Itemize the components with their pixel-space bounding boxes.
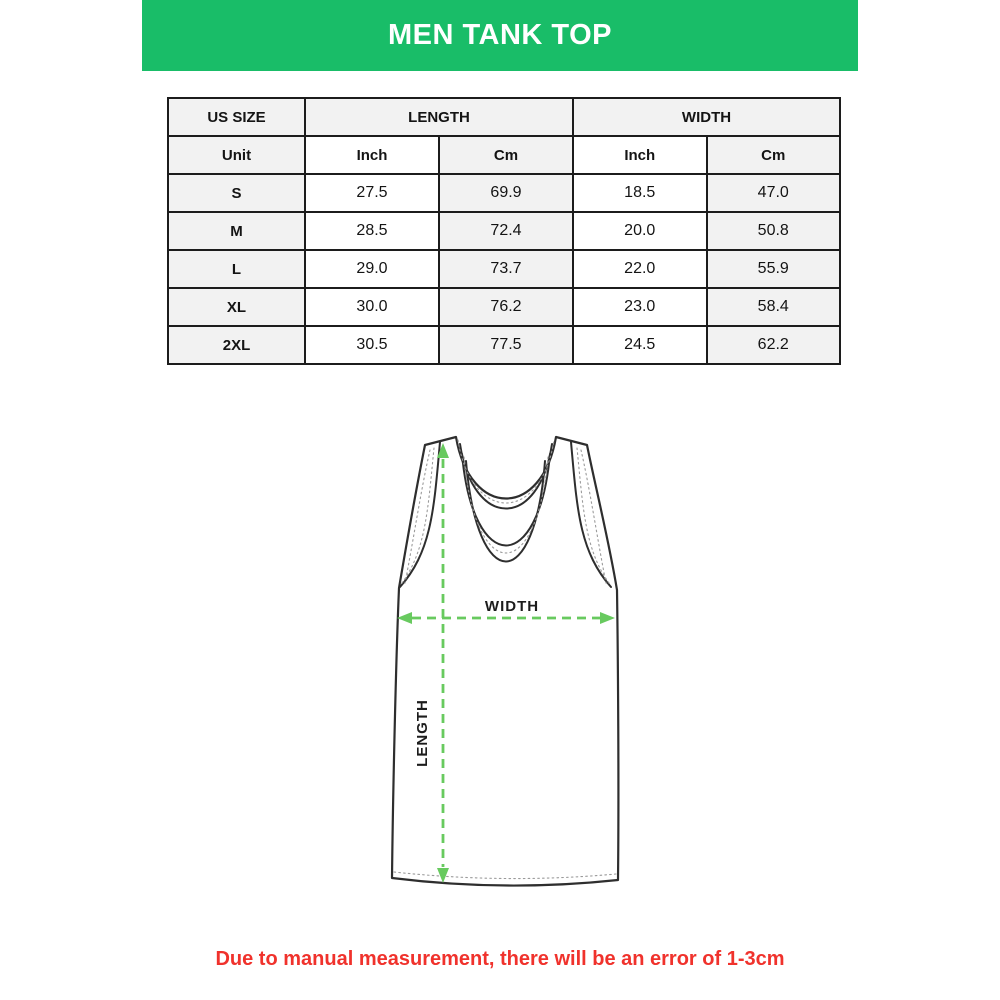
width-inch-value: 18.5 xyxy=(573,174,707,212)
width-cm-value: 58.4 xyxy=(707,288,841,326)
length-inch-value: 27.5 xyxy=(305,174,439,212)
table-row-l xyxy=(168,250,840,288)
table-row-xl xyxy=(168,288,840,326)
footer-note: Due to manual measurement, there will be an error of 1-3cm xyxy=(215,948,785,970)
width-inch-value: 22.0 xyxy=(573,250,707,288)
table-row-m xyxy=(168,212,840,250)
size-label: XL xyxy=(168,288,305,326)
width-inch-value: 23.0 xyxy=(573,288,707,326)
col-header-us-size: US SIZE xyxy=(168,98,305,136)
width-cm-value: 62.2 xyxy=(707,326,841,364)
length-cm-value: 76.2 xyxy=(439,288,573,326)
length-cm-value: 77.5 xyxy=(439,326,573,364)
width-cm-value: 47.0 xyxy=(707,174,841,212)
size-label: 2XL xyxy=(168,326,305,364)
col-header-length: LENGTH xyxy=(305,98,573,136)
width-label: WIDTH xyxy=(484,598,540,615)
length-inch-value: 29.0 xyxy=(305,250,439,288)
size-label: S xyxy=(168,174,305,212)
length-inch-value: 28.5 xyxy=(305,212,439,250)
table-row-s xyxy=(168,174,840,212)
col-header-width: WIDTH xyxy=(573,98,840,136)
table-row-2xl xyxy=(168,326,840,364)
width-inch-value: 24.5 xyxy=(573,326,707,364)
width-inch-value: 20.0 xyxy=(573,212,707,250)
title-banner xyxy=(142,0,858,71)
tank-top-diagram xyxy=(383,423,627,895)
width-cm-value: 50.8 xyxy=(707,212,841,250)
length-cm-value: 72.4 xyxy=(439,212,573,250)
page-title: MEN TANK TOP xyxy=(387,19,613,51)
length-inch-value: 30.0 xyxy=(305,288,439,326)
tank-outline xyxy=(392,437,618,886)
length-label: LENGTH xyxy=(414,699,431,767)
col-header-width-inch: Inch xyxy=(573,136,707,174)
col-header-unit: Unit xyxy=(168,136,305,174)
size-label: M xyxy=(168,212,305,250)
length-cm-value: 73.7 xyxy=(439,250,573,288)
col-header-length-inch: Inch xyxy=(305,136,439,174)
size-table xyxy=(167,97,841,365)
width-cm-value: 55.9 xyxy=(707,250,841,288)
table-header-row-groups xyxy=(168,98,840,136)
col-header-width-cm: Cm xyxy=(707,136,841,174)
col-header-length-cm: Cm xyxy=(439,136,573,174)
table-header-row-units xyxy=(168,136,840,174)
size-label: L xyxy=(168,250,305,288)
length-cm-value: 69.9 xyxy=(439,174,573,212)
length-inch-value: 30.5 xyxy=(305,326,439,364)
